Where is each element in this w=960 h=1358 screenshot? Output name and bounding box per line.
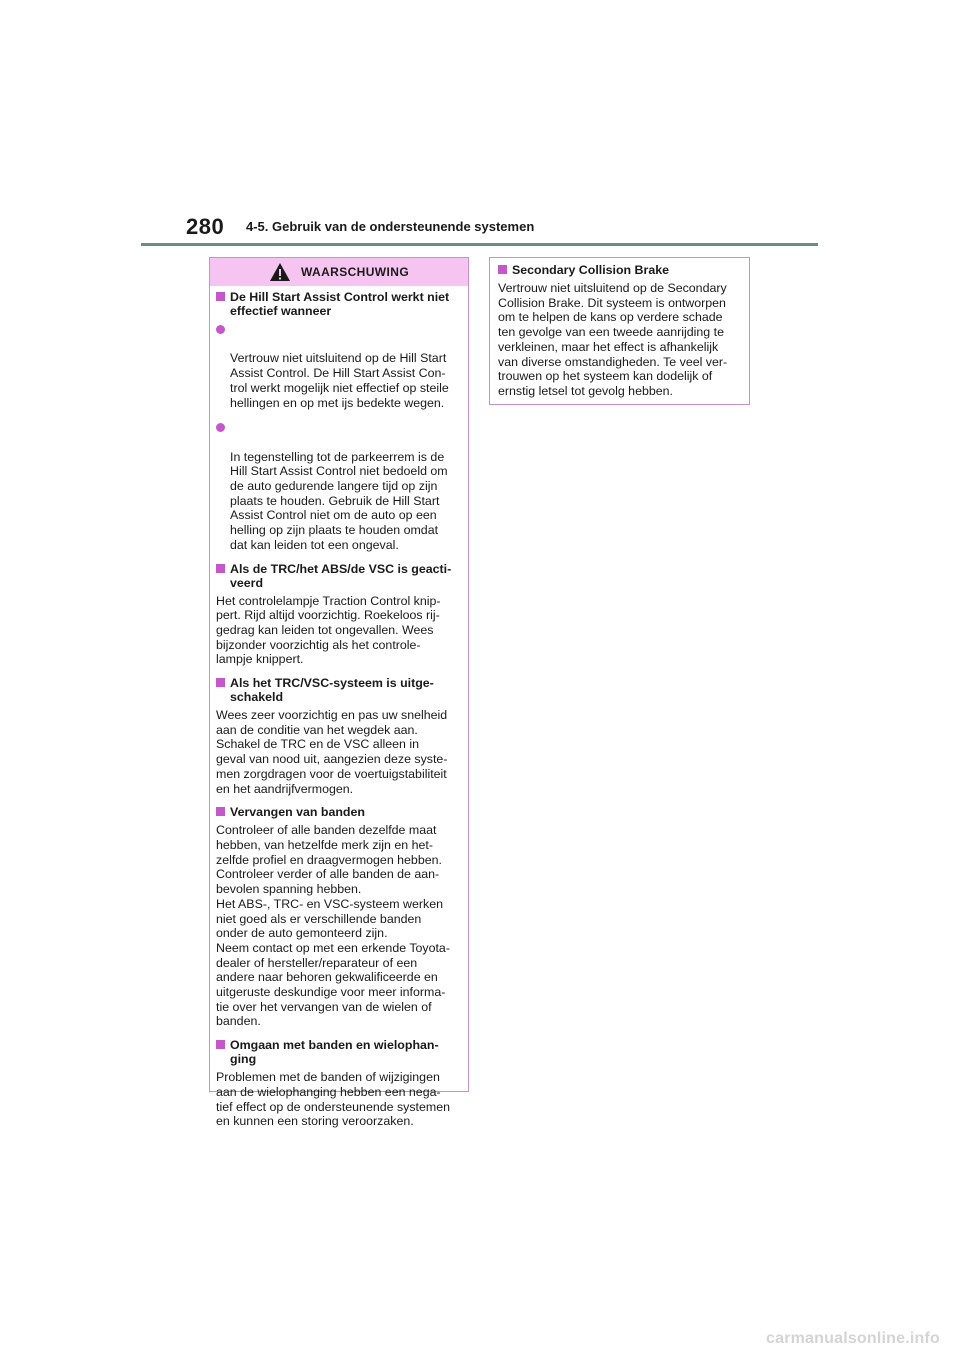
heading-text: Secondary Collision Brake [512, 263, 670, 277]
heading-text: Vervangen van banden [230, 805, 365, 820]
warning-header [210, 258, 468, 286]
warning-heading-5 [216, 1038, 462, 1066]
right-heading [498, 263, 741, 277]
square-bullet-icon [498, 265, 507, 274]
heading-text: Omgaan met banden en wielophan- ging [230, 1038, 439, 1067]
warning-heading-2 [216, 562, 462, 590]
warning-paragraph-2: Het controlelampje Traction Control knip- pert. Rijd altijd voorzichtig. Roekeloos rij- gedrag kan leiden tot ongevallen. Wees bijzonder voorzichtig als het controle- lampje knippert. [216, 593, 441, 667]
warning-heading-1 [216, 290, 462, 318]
section-title: 4-5. Gebruik van de ondersteunende systemen [246, 219, 535, 234]
round-bullet-icon [216, 423, 225, 432]
bullet-text: In tegenstelling tot de parkeerrem is de Hill Start Assist Control niet bedoeld om de auto gedurende langere tijd op zijn plaats te houden. Gebruik de Hill Start Assist Control niet om de auto op een helling op zijn plaats te houden omdat dat kan leiden tot een ongeval. [230, 449, 448, 552]
round-bullet-icon [216, 325, 225, 334]
warning-box [209, 257, 469, 1129]
page-number: 280 [186, 214, 225, 239]
heading-text: De Hill Start Assist Control werkt niet effectief wanneer [230, 290, 450, 318]
warning-body [210, 286, 468, 1129]
heading-text: Als het TRC/VSC-systeem is uitge- schakeld [230, 676, 434, 705]
watermark: carmanualsonline.info [766, 1330, 941, 1347]
warning-triangle-icon [269, 262, 291, 282]
secondary-collision-brake-box [489, 257, 750, 405]
warning-title: WAARSCHUWING [300, 265, 410, 279]
bullet-text: Vertrouw niet uitsluitend op de Hill Start Assist Control. De Hill Start Assist Con- trol werkt mogelijk niet effectief op steile hellingen en op met ijs bedekte wegen. [230, 351, 449, 410]
warning-heading-4 [216, 805, 462, 819]
square-bullet-icon [216, 1040, 225, 1049]
warning-bullet-2 [216, 420, 462, 552]
warning-bullet-1 [216, 322, 462, 410]
right-paragraph: Vertrouw niet uitsluitend op de Secondary Collision Brake. Dit systeem is ontworpen om te helpen de kans op verdere schade ten gevolge van een tweede aanrijding te verkleinen, maar het effect is afhankelijk van diverse omstandigheden. Te veel ver- trouwen op het systeem kan dodelijk of ernstig letsel tot gevolg hebben. [498, 281, 728, 398]
heading-text: Als de TRC/het ABS/de VSC is geacti- veerd [230, 561, 452, 590]
header-rule [141, 243, 818, 246]
square-bullet-icon [216, 564, 225, 573]
warning-paragraph-3: Wees zeer voorzichtig en pas uw snelheid aan de conditie van het wegdek aan. Schakel de TRC en de VSC alleen in geval van nood uit, aangezien deze syste- men zorgdragen voor de voertuigstabiliteit en het aandrijfvermogen. [216, 708, 448, 796]
square-bullet-icon [216, 678, 225, 687]
square-bullet-icon [216, 292, 225, 301]
square-bullet-icon [216, 807, 225, 816]
warning-paragraph-5: Problemen met de banden of wijzigingen aan de wielophanging hebben een nega- tief effect op de ondersteunende systemen en kunnen een storing veroorzaken. [216, 1070, 450, 1129]
warning-heading-3 [216, 676, 462, 704]
warning-paragraph-4: Controleer of alle banden dezelfde maat hebben, van hetzelfde merk zijn en het- zelfde profiel en draagvermogen hebben. Controleer verder of alle banden de aan- bevolen spanning hebben. Het ABS-, TRC- en VSC-systeem werken niet goed als er verschillende banden onder de auto gemonteerd zijn. Neem contact op met een erkende Toyota- dealer of hersteller/reparateur of een andere naar behoren gekwalificeerde en uitgeruste deskundige voor meer informa- tie over het vervangen van de wielen of banden. [216, 823, 450, 1029]
